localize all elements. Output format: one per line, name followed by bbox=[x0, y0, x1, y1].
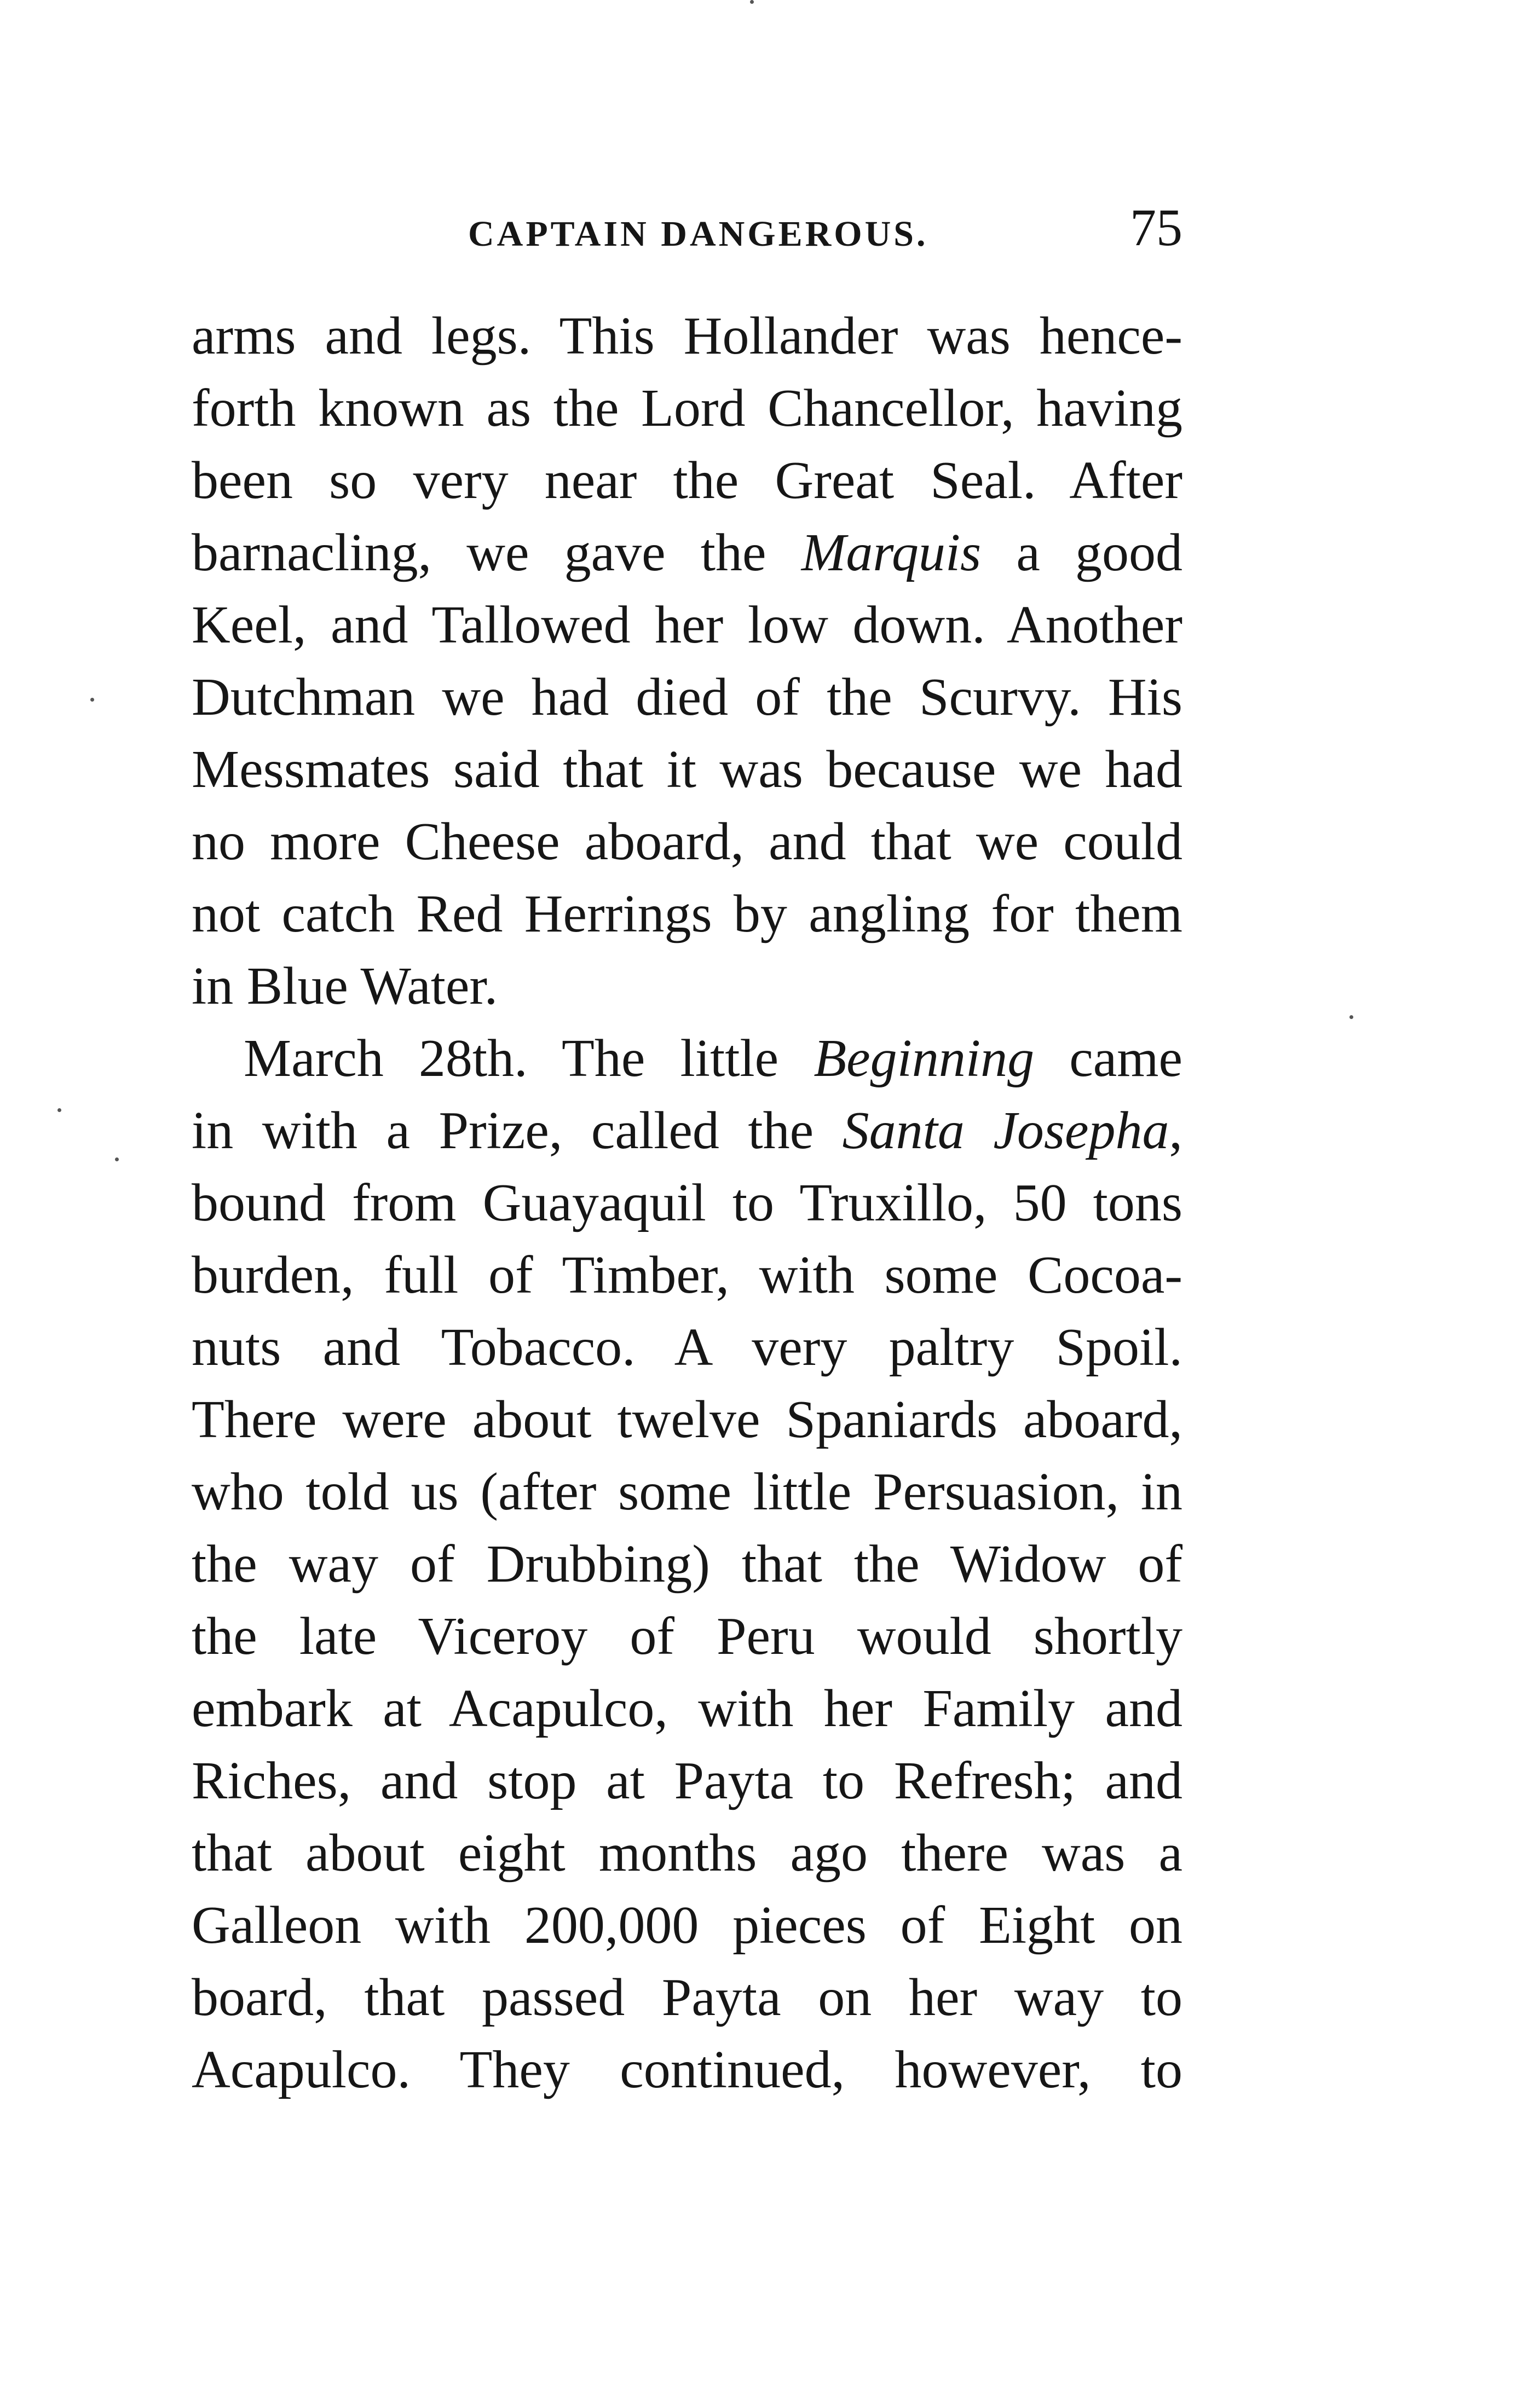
text-line: board, that passed Payta on her way to bbox=[192, 1968, 1182, 2027]
text-line: that about eight months ago there was a bbox=[192, 1824, 1182, 1883]
text-line: burden, full of Timber, with some Cocoa- bbox=[192, 1246, 1182, 1305]
italic-title: Marquis bbox=[801, 523, 982, 582]
body-text bbox=[192, 300, 1182, 2106]
print-speck bbox=[1349, 1015, 1353, 1019]
text-line: bound from Guayaquil to Truxillo, 50 tons bbox=[192, 1173, 1182, 1232]
text-line: There were about twelve Spaniards aboard, bbox=[192, 1390, 1182, 1449]
text-line: in Blue Water. bbox=[192, 957, 498, 1016]
text-line: embark at Acapulco, with her Family and bbox=[192, 1679, 1182, 1738]
print-speck bbox=[57, 1108, 61, 1112]
running-title: CAPTAIN DANGEROUS. bbox=[468, 214, 928, 254]
text-line: who told us (after some little Persuasion, in bbox=[192, 1462, 1182, 1521]
text-line: the late Viceroy of Peru would shortly bbox=[192, 1607, 1182, 1666]
print-speck bbox=[750, 0, 754, 4]
text-line: Messmates said that it was because we had bbox=[192, 740, 1182, 799]
text-line: in with a Prize, called the Santa Josepha, bbox=[192, 1101, 1183, 1160]
text-line: not catch Red Herrings by angling for them bbox=[192, 884, 1182, 943]
page-number: 75 bbox=[1130, 198, 1182, 257]
text-line: Galleon with 200,000 pieces of Eight on bbox=[192, 1896, 1182, 1955]
text-line: nuts and Tobacco. A very paltry Spoil. bbox=[192, 1318, 1182, 1377]
print-speck bbox=[90, 698, 94, 702]
text-line: no more Cheese aboard, and that we could bbox=[192, 812, 1182, 871]
print-speck bbox=[115, 1157, 119, 1161]
text-line: Riches, and stop at Payta to Refresh; and bbox=[192, 1751, 1182, 1810]
text-line: forth known as the Lord Chancellor, having bbox=[192, 379, 1182, 438]
text-line: been so very near the Great Seal. After bbox=[192, 451, 1182, 510]
page-header bbox=[197, 197, 1182, 257]
italic-title: Santa Josepha bbox=[842, 1101, 1169, 1160]
text-line: barnacling, we gave the Marquis a good bbox=[192, 523, 1183, 582]
italic-title: Beginning bbox=[814, 1029, 1035, 1088]
text-line: March 28th. The little Beginning came bbox=[244, 1029, 1183, 1088]
text-line: Keel, and Tallowed her low down. Another bbox=[192, 595, 1182, 655]
text-line: arms and legs. This Hollander was hence- bbox=[192, 306, 1182, 366]
text-line: Dutchman we had died of the Scurvy. His bbox=[192, 668, 1182, 727]
text-line: the way of Drubbing) that the Widow of bbox=[192, 1535, 1182, 1594]
text-line: Acapulco. They continued, however, to bbox=[192, 2040, 1182, 2099]
